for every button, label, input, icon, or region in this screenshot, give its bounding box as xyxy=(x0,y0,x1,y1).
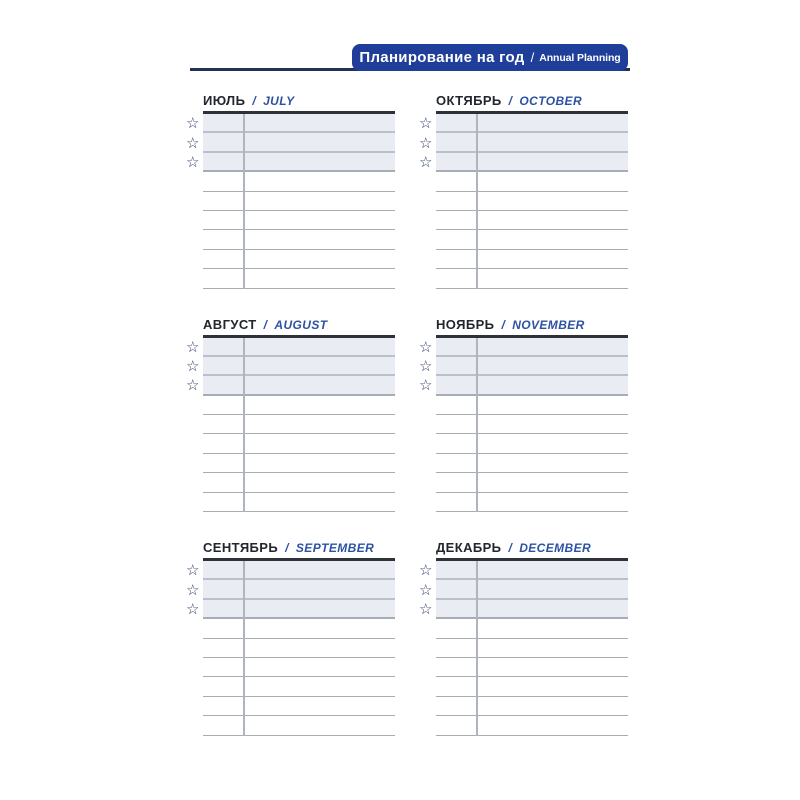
title-separator: / xyxy=(285,541,289,556)
starred-entry-row xyxy=(436,153,628,172)
month-planner-table xyxy=(186,558,395,736)
star-icon: ☆ xyxy=(419,377,433,395)
month-name-ru: АВГУСТ xyxy=(203,316,257,332)
column-divider xyxy=(476,114,478,289)
star-column xyxy=(419,114,435,172)
entry-row xyxy=(436,434,628,453)
month-title xyxy=(203,541,395,558)
entry-row xyxy=(203,415,395,434)
entry-row xyxy=(436,415,628,434)
entry-row xyxy=(436,677,628,696)
column-divider xyxy=(243,338,245,513)
page-title-badge xyxy=(352,44,628,71)
starred-entry-row xyxy=(203,376,395,395)
months-grid xyxy=(186,94,628,736)
starred-entry-row xyxy=(436,357,628,376)
star-icon: ☆ xyxy=(186,562,200,580)
month-title xyxy=(436,94,628,111)
entry-row xyxy=(436,172,628,191)
entry-row xyxy=(203,716,395,735)
entry-row xyxy=(203,192,395,211)
entry-row xyxy=(436,658,628,677)
entry-row xyxy=(436,716,628,735)
star-icon: ☆ xyxy=(186,134,200,152)
month-section-july xyxy=(186,94,395,289)
starred-entry-row xyxy=(436,600,628,619)
entry-row xyxy=(436,697,628,716)
entry-row xyxy=(436,192,628,211)
entry-row xyxy=(203,619,395,638)
month-name-en: JULY xyxy=(263,94,295,108)
month-title xyxy=(436,318,628,335)
star-column xyxy=(186,561,202,619)
entry-row xyxy=(203,396,395,415)
month-name-en: AUGUST xyxy=(274,317,328,332)
page-title-en: Annual Planning xyxy=(539,51,621,64)
star-column xyxy=(419,338,435,396)
star-icon: ☆ xyxy=(419,581,433,599)
month-name-en: OCTOBER xyxy=(519,94,583,108)
column-divider xyxy=(243,561,245,736)
entry-row xyxy=(436,619,628,638)
entry-row xyxy=(436,269,628,288)
starred-entry-row xyxy=(203,600,395,619)
star-icon: ☆ xyxy=(186,601,200,618)
month-planner-table xyxy=(419,558,628,736)
starred-entry-row xyxy=(436,338,628,357)
star-icon: ☆ xyxy=(186,338,200,356)
entry-row xyxy=(203,269,395,288)
entry-row xyxy=(203,434,395,453)
month-planner-table xyxy=(186,111,395,289)
entry-row xyxy=(436,396,628,415)
month-name-ru: ОКТЯБРЬ xyxy=(436,93,502,108)
starred-entry-row xyxy=(203,153,395,172)
starred-entry-row xyxy=(203,338,395,357)
title-separator: / xyxy=(252,94,257,108)
entry-row xyxy=(203,493,395,512)
column-divider xyxy=(476,338,478,513)
entry-row xyxy=(203,172,395,191)
entry-row xyxy=(436,211,628,230)
entry-row xyxy=(436,454,628,473)
month-section-september xyxy=(186,541,395,736)
title-separator: / xyxy=(501,317,506,332)
entry-row xyxy=(203,473,395,492)
month-section-august xyxy=(186,318,395,513)
page-title-ru: Планирование на год xyxy=(359,49,525,66)
starred-entry-row xyxy=(436,376,628,395)
star-icon: ☆ xyxy=(419,562,433,580)
entry-row xyxy=(203,250,395,269)
star-column xyxy=(186,338,202,396)
star-icon: ☆ xyxy=(186,115,200,133)
column-divider xyxy=(476,561,478,736)
entry-row xyxy=(203,658,395,677)
month-section-december xyxy=(419,541,628,736)
month-name-ru: НОЯБРЬ xyxy=(436,316,495,332)
starred-entry-row xyxy=(203,114,395,133)
entry-row xyxy=(436,250,628,269)
starred-entry-row xyxy=(203,133,395,152)
month-title xyxy=(203,318,395,335)
entry-row xyxy=(436,473,628,492)
star-icon: ☆ xyxy=(186,358,200,376)
month-planner-table xyxy=(186,335,395,513)
month-name-ru: СЕНТЯБРЬ xyxy=(203,540,279,556)
star-icon: ☆ xyxy=(186,377,200,395)
entry-row xyxy=(436,230,628,249)
star-icon: ☆ xyxy=(419,358,433,376)
starred-entry-row xyxy=(436,114,628,133)
star-icon: ☆ xyxy=(419,601,433,618)
star-icon: ☆ xyxy=(419,338,433,356)
starred-entry-row xyxy=(436,580,628,599)
star-icon: ☆ xyxy=(419,153,433,171)
entry-row xyxy=(203,639,395,658)
entry-row xyxy=(203,677,395,696)
star-column xyxy=(186,114,202,172)
month-planner-table xyxy=(419,111,628,289)
month-title xyxy=(436,541,628,558)
month-name-en: NOVEMBER xyxy=(512,317,585,332)
title-separator: / xyxy=(263,317,268,332)
entry-row xyxy=(436,493,628,512)
star-icon: ☆ xyxy=(186,153,200,171)
month-section-november xyxy=(419,318,628,513)
starred-entry-row xyxy=(203,580,395,599)
entry-row xyxy=(203,211,395,230)
column-divider xyxy=(243,114,245,289)
month-name-en: SEPTEMBER xyxy=(295,541,375,556)
entry-row xyxy=(203,230,395,249)
entry-row xyxy=(203,697,395,716)
star-icon: ☆ xyxy=(419,134,433,152)
starred-entry-row xyxy=(203,561,395,580)
title-separator: / xyxy=(508,94,513,108)
entry-row xyxy=(436,639,628,658)
month-section-october xyxy=(419,94,628,289)
star-column xyxy=(419,561,435,619)
title-separator: / xyxy=(508,541,513,556)
entry-row xyxy=(203,454,395,473)
starred-entry-row xyxy=(436,133,628,152)
month-planner-table xyxy=(419,335,628,513)
month-name-ru: ИЮЛЬ xyxy=(203,93,246,108)
starred-entry-row xyxy=(203,357,395,376)
star-icon: ☆ xyxy=(186,581,200,599)
month-title xyxy=(203,94,395,111)
starred-entry-row xyxy=(436,561,628,580)
month-name-en: DECEMBER xyxy=(519,541,592,556)
page-title-separator: / xyxy=(530,50,535,65)
star-icon: ☆ xyxy=(419,115,433,133)
month-name-ru: ДЕКАБРЬ xyxy=(436,540,502,556)
